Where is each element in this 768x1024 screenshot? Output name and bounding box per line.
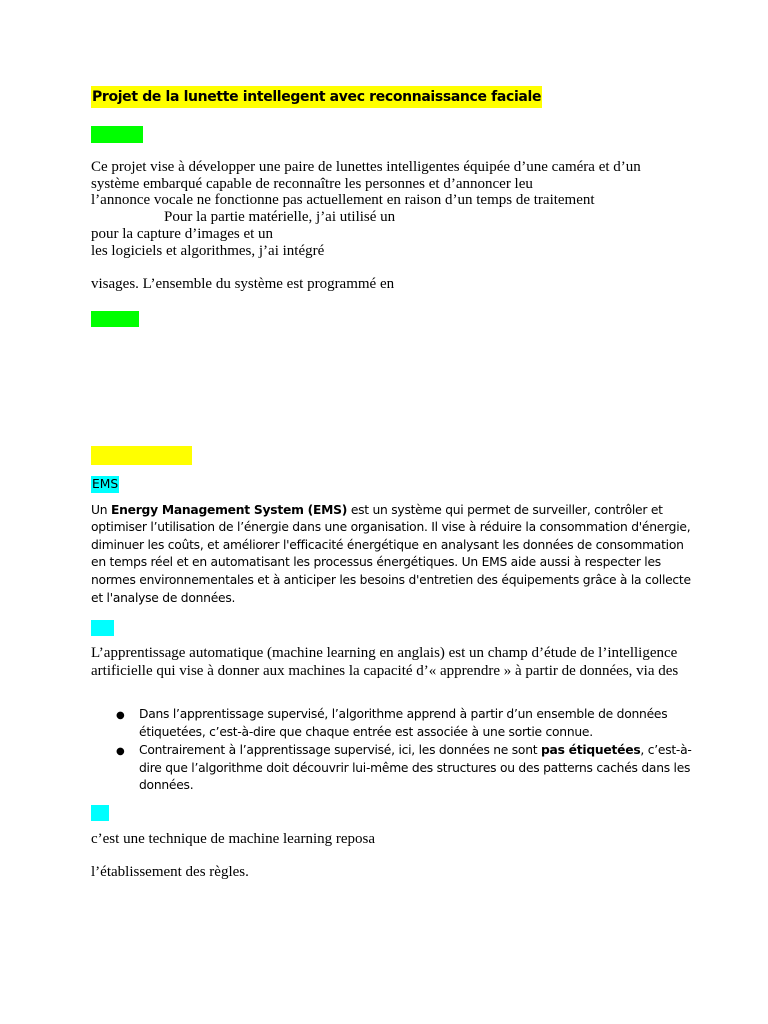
document-title: Projet de la lunette intellegent avec reconnaissance faciale [91,86,542,108]
intro-line-1: Ce projet vise à développer une paire de lunettes intelligentes équipée d’une caméra et d’un [91,159,641,175]
intro-line-4: Pour la partie matérielle, j’ai utilisé un [164,209,396,225]
ems-heading: EMS [92,477,119,491]
rules-line: l’établissement des règles. [91,864,249,880]
intro-line-2: système embarqué capable de reconnaître les personnes et d’annoncer leu [91,176,533,192]
yellow-highlight-block [91,446,192,465]
ems-paragraph-line-4: en temps réel et en automatisant les processus énergétiques. Un EMS aide aussi à respecter les [91,555,661,569]
intro-line-6: les logiciels et algorithmes, j’ai intégré [91,243,325,259]
intro-line-3: l’annonce vocale ne fonctionne pas actuellement en raison d’un temps de traitement [91,192,595,208]
bullet-marker-1: ● [116,710,125,721]
intro-line-7: visages. L’ensemble du système est programmé en [91,276,395,292]
bullet-2-line-1 [139,743,692,757]
cyan-highlight-block-2 [91,805,109,821]
intro-line-5: pour la capture d’images et un [91,226,274,242]
bullet-2-line-3: données. [139,778,194,792]
green-highlight-block-2 [91,311,139,327]
ems-paragraph-line-2: optimiser l’utilisation de l’énergie dans une organisation. Il vise à réduire la consommation d'énergie, [91,520,691,534]
bullet-2-pre: Contrairement à l’apprentissage supervisé, ici, les données ne sont [139,743,541,757]
bullet-2-post: , c’est-à- [640,743,692,757]
ml-line-2: artificielle qui vise à donner aux machines la capacité d’« apprendre » à partir de données, via des [91,663,679,679]
bullet-2-line-2: dire que l’algorithme doit découvrir lui-même des structures ou des patterns cachés dans les [139,761,691,775]
ems-line-1-rest: est un système qui permet de surveiller, contrôler et [347,503,663,517]
ems-bold-term: Energy Management System (EMS) [110,503,348,517]
technique-line: c’est une technique de machine learning reposa [91,831,376,847]
ml-line-1: L’apprentissage automatique (machine learning en anglais) est un champ d’étude de l’intelligence [91,645,678,661]
ems-lead-text: Un [91,503,111,517]
bullet-1-line-2: étiquetées, c’est-à-dire que chaque entrée est associée à une sortie connue. [139,725,593,739]
ems-paragraph-line-3: diminuer les coûts, et améliorer l'efficacité énergétique en analysant les données de consommation [91,538,684,552]
ems-paragraph-line-5: normes environnementales et à anticiper les besoins d'entretien des équipements grâce à la collecte [91,573,691,587]
bullet-1-line-1: Dans l’apprentissage supervisé, l’algorithme apprend à partir d’un ensemble de données [139,707,668,721]
cyan-highlight-block-1 [91,620,114,636]
bullet-2-bold: pas étiquetées [540,743,641,757]
ems-paragraph-line-1 [91,503,663,517]
green-highlight-block-1 [91,126,143,143]
ems-paragraph-line-6: et l'analyse de données. [91,591,236,605]
bullet-marker-2: ● [116,746,125,757]
